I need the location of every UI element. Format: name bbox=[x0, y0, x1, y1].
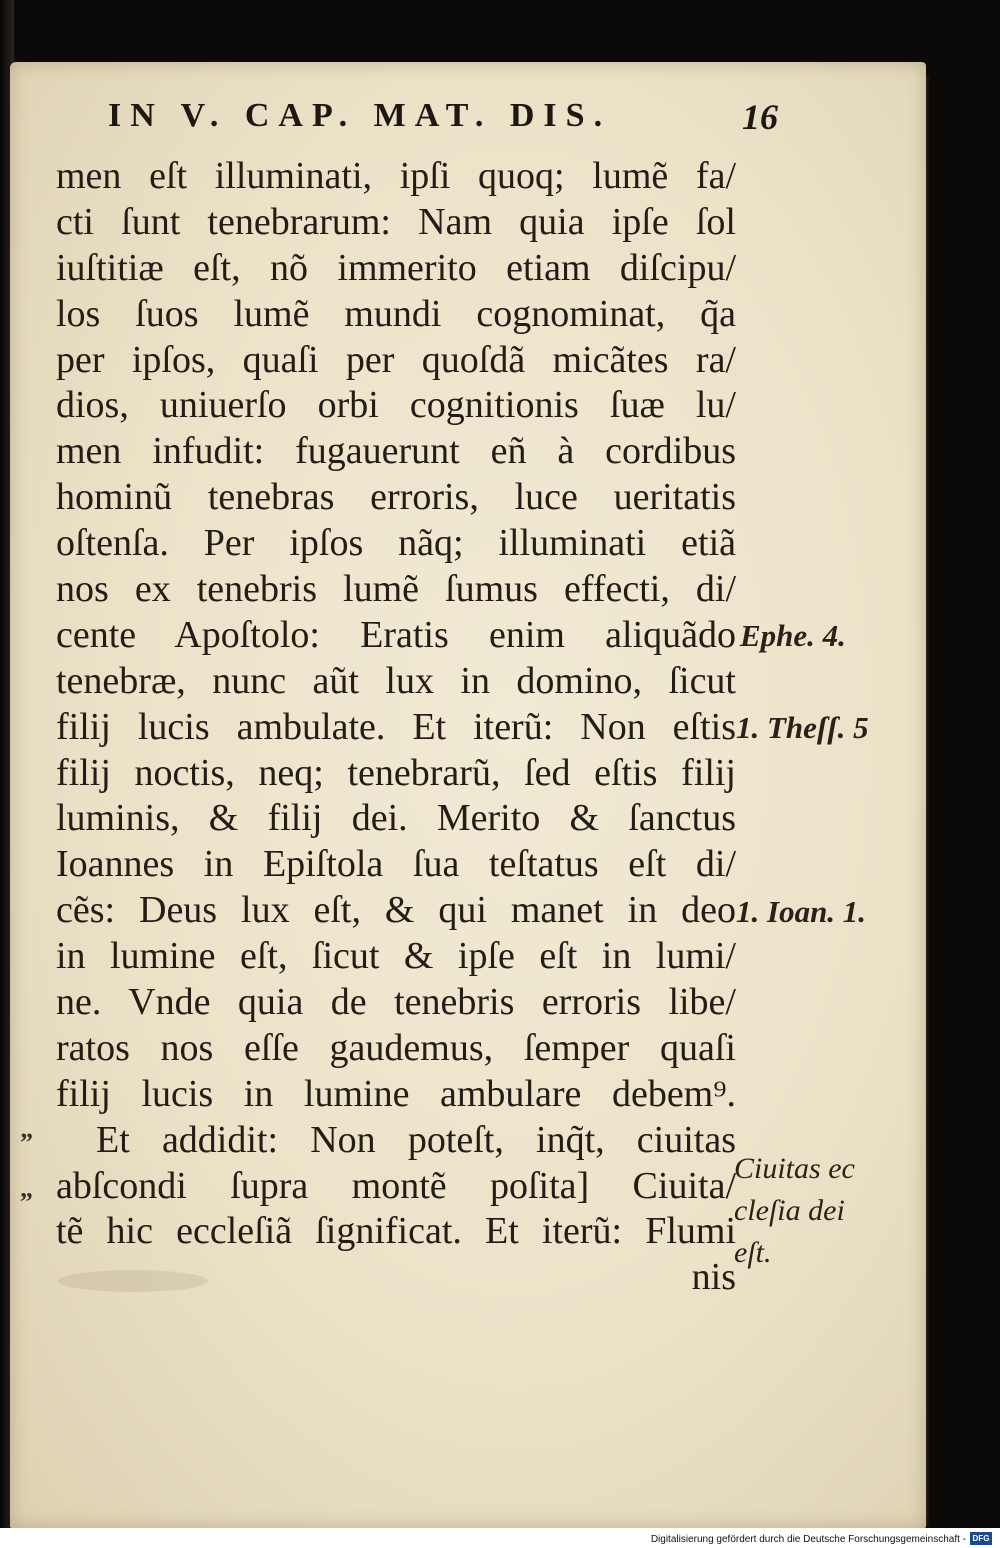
body-line: nos ex tenebris lumẽ ſumus effecti, di/ bbox=[56, 568, 736, 611]
body-line: Et addidit: Non poteſt, inq̃t, ciuitas bbox=[96, 1118, 736, 1161]
body-line: cti ſunt tenebrarum: Nam quia ipſe ſol bbox=[56, 200, 736, 243]
folio-number: 16 bbox=[742, 97, 778, 137]
body-line: los ſuos lumẽ mundi cognominat, q̃a bbox=[56, 292, 736, 335]
body-line: abſcondi ſupra montẽ poſita] Ciuita/ bbox=[56, 1164, 736, 1207]
body-line: ne. Vnde quia de tenebris erroris libe/ bbox=[56, 981, 736, 1024]
ink-stain bbox=[58, 1270, 208, 1292]
body-line: filij lucis ambulate. Et iterũ: Non eſtis bbox=[56, 705, 736, 748]
margin-note-ephe: Ephe. 4. bbox=[740, 618, 846, 653]
quote-mark: ” bbox=[20, 1128, 33, 1157]
margin-note-line: Ciuitas ec bbox=[734, 1152, 855, 1185]
body-line: men infudit: fugauerunt eñ à cordibus bbox=[56, 430, 736, 473]
body-line: iuſtitiæ eſt, nõ immerito etiam diſcipu/ bbox=[56, 246, 736, 289]
quote-mark: „ bbox=[20, 1174, 33, 1203]
body-line: filij noctis, neq; tenebrarũ, ſed eſtis filij bbox=[56, 751, 736, 794]
dfg-logo: DFG bbox=[970, 1532, 992, 1545]
margin-note-ioan: 1. Ioan. 1. bbox=[736, 894, 867, 929]
body-line: men eſt illuminati, ipſi quoq; lumẽ fa/ bbox=[56, 155, 736, 197]
footer-credit: Digitalisierung gefördert durch die Deutsche Forschungsgemeinschaft - bbox=[650, 1534, 966, 1545]
body-line: hominũ tenebras erroris, luce ueritatis bbox=[56, 476, 736, 519]
body-line: tẽ hic eccleſiã ſignificat. Et iterũ: Flumi bbox=[56, 1210, 736, 1253]
body-line: Ioannes in Epiſtola ſua teſtatus eſt di/ bbox=[56, 843, 736, 886]
body-line: filij lucis in lumine ambulare debem⁹. bbox=[56, 1072, 736, 1115]
body-line: tenebræ, nunc aũt lux in domino, ſicut bbox=[56, 659, 736, 702]
margin-note-ciuitas bbox=[734, 1148, 874, 1274]
body-line: ratos nos eſſe gaudemus, ſemper quaſi bbox=[56, 1026, 736, 1069]
body-line: per ipſos, quaſi per quoſdã micãtes ra/ bbox=[56, 338, 736, 381]
body-line: in lumine eſt, ſicut & ipſe eſt in lumi/ bbox=[56, 935, 736, 978]
body-line: cẽs: Deus lux eſt, & qui manet in deo bbox=[56, 889, 736, 932]
body-line: dios, uniuerſo orbi cognitionis ſuæ lu/ bbox=[56, 384, 736, 427]
body-line: luminis, & filij dei. Merito & ſanctus bbox=[56, 797, 736, 840]
margin-note-line: eſt. bbox=[734, 1236, 772, 1269]
body-line: oſtenſa. Per ipſos nãq; illuminati etiã bbox=[56, 522, 736, 565]
margin-note-thess: 1. Theſſ. 5 bbox=[736, 710, 869, 745]
margin-note-line: cleſia dei bbox=[734, 1194, 845, 1227]
body-line: cente Apoſtolo: Eratis enim aliquãdo bbox=[56, 613, 736, 656]
running-head: IN V. CAP. MAT. DIS. bbox=[108, 97, 612, 134]
footer-strip bbox=[0, 1528, 1000, 1548]
body-text bbox=[56, 154, 736, 1301]
catchword: nis bbox=[691, 1256, 736, 1299]
